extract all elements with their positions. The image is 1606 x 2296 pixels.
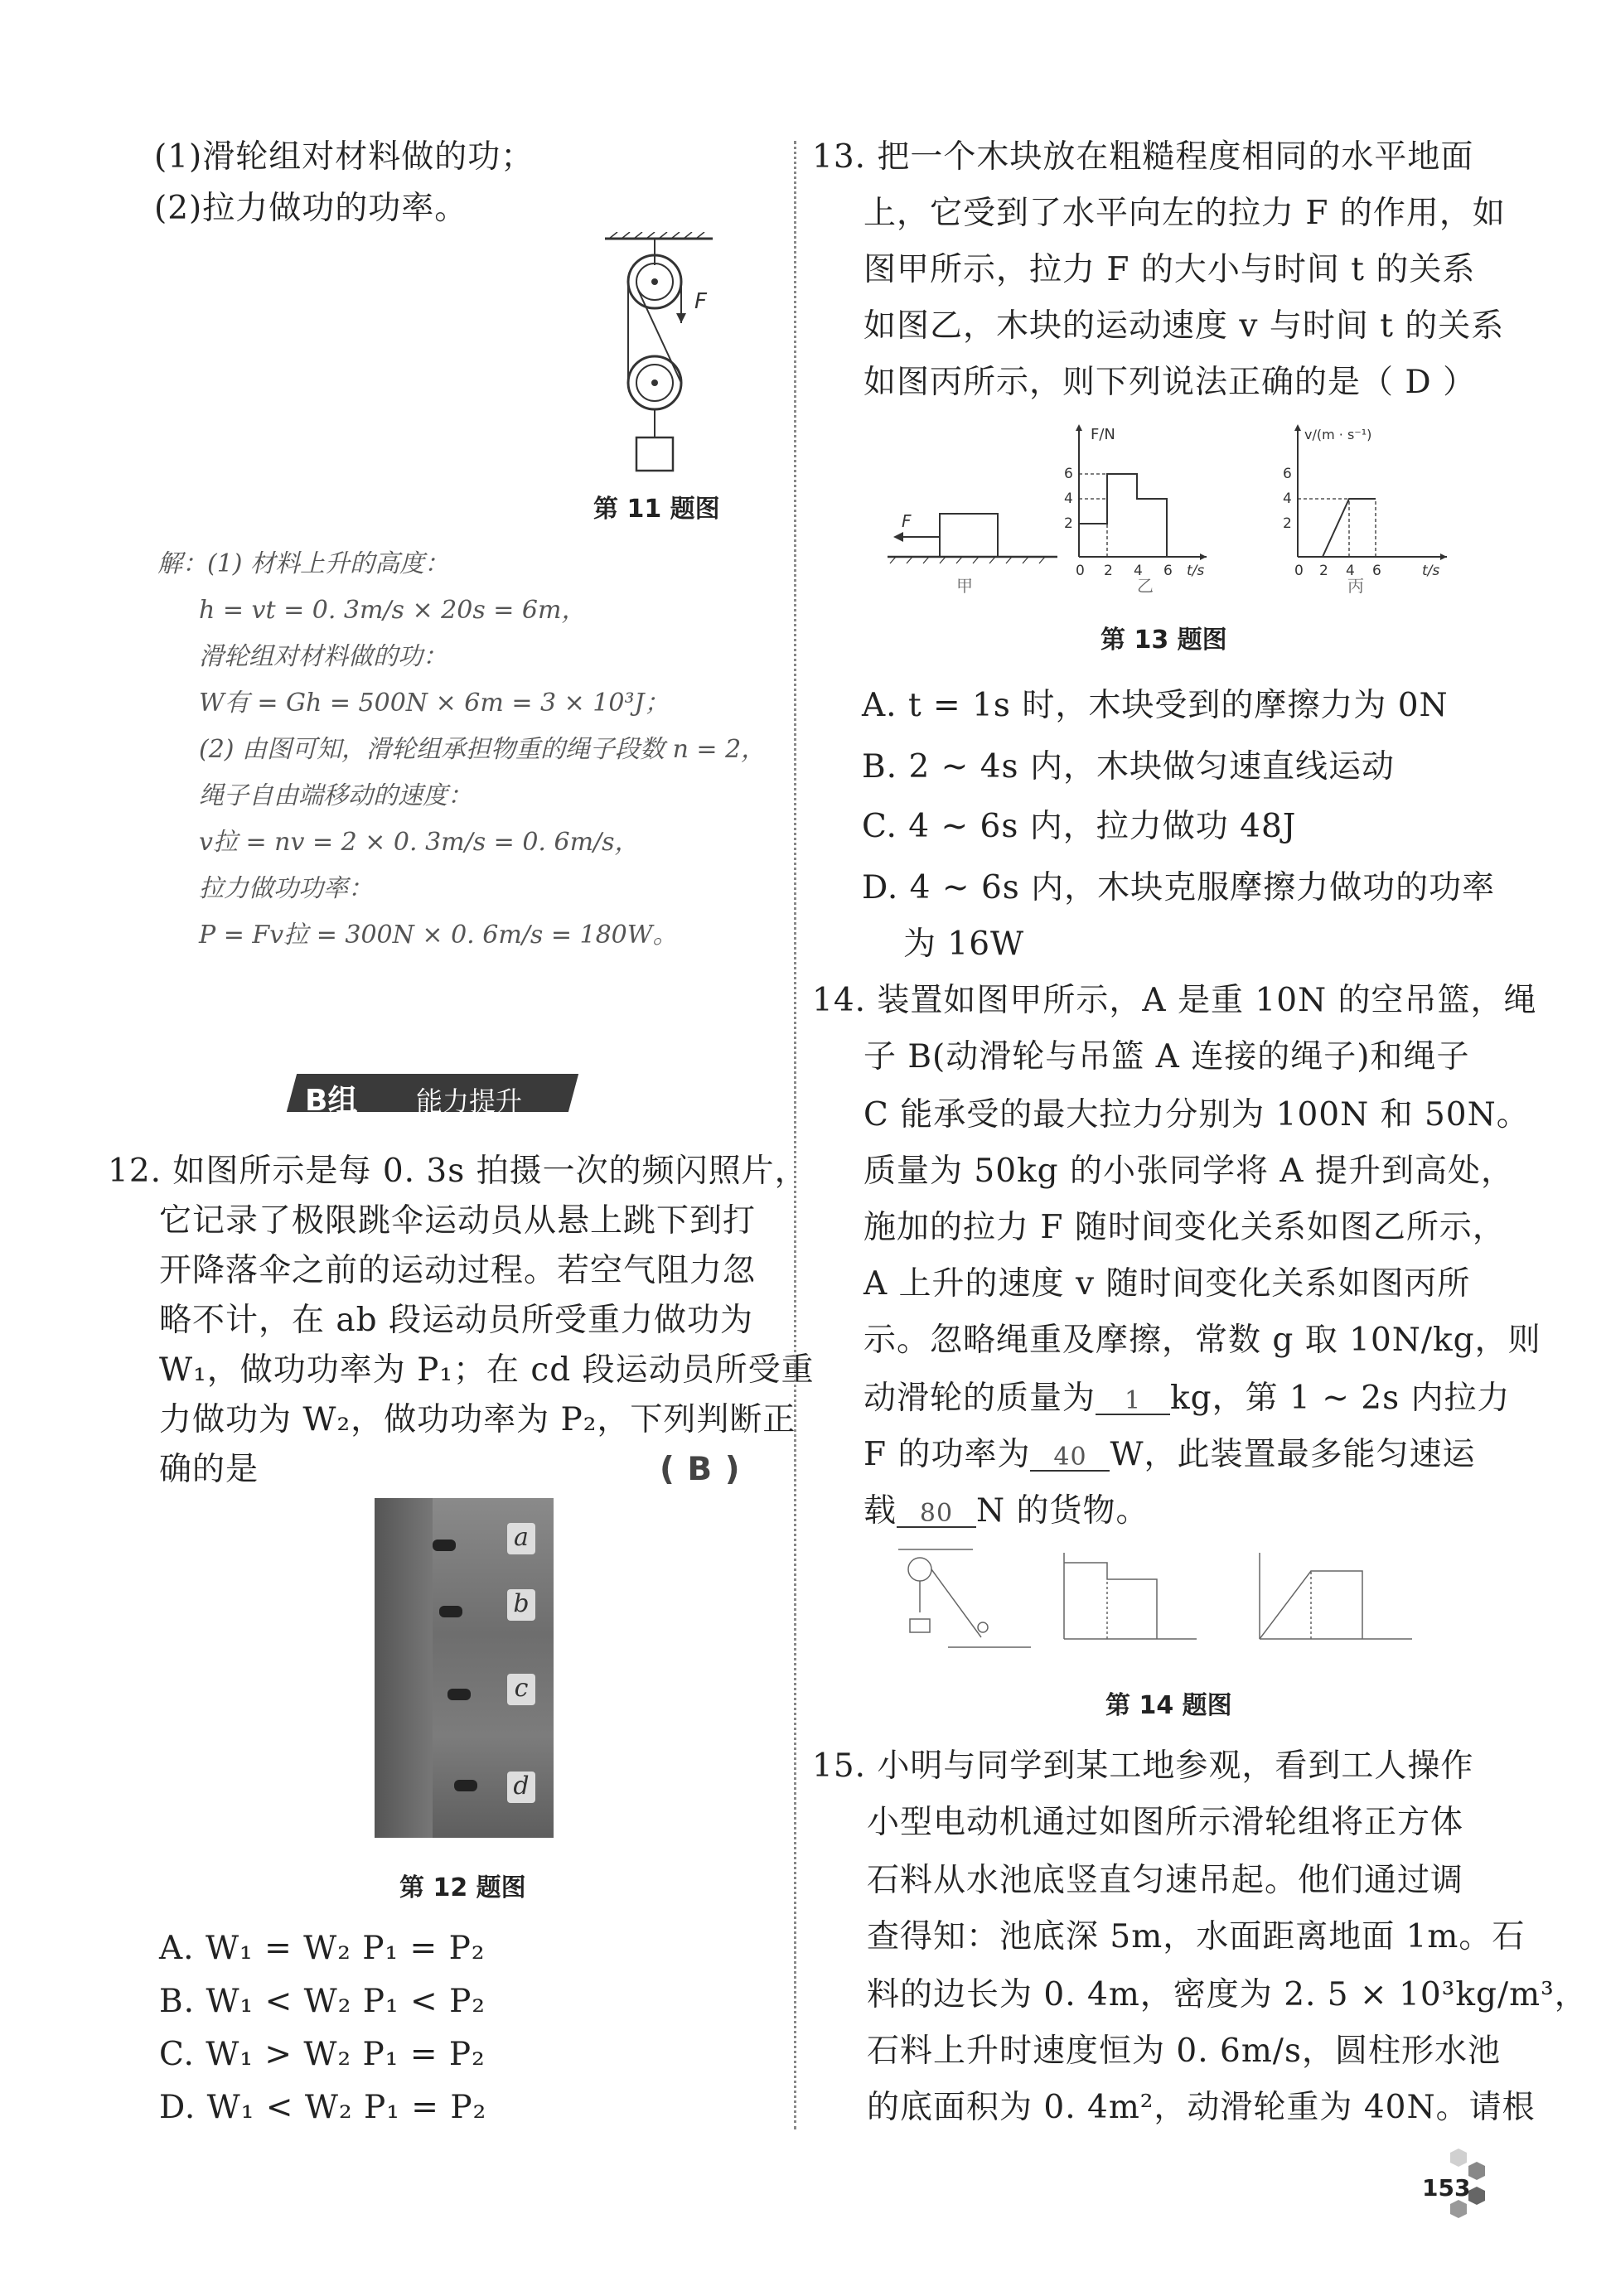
q13-option-d: D. 4 ~ 6s 内，木块克服摩擦力做功的功率 [862, 869, 1496, 906]
q15-line-4: 查得知：池底深 5m，水面距离地面 1m。石 [867, 1918, 1526, 1955]
q12-option-b: B. W₁ < W₂ P₁ < P₂ [159, 1983, 486, 2020]
solution-line-9: P = Fv拉 = 300N × 0. 6m/s = 180W。 [199, 921, 678, 950]
q14-blank-1: 1 [1096, 1389, 1170, 1415]
fig13-bing-xlabel: t/s [1422, 563, 1440, 579]
fig14-jia [898, 1549, 1031, 1647]
q14-blank-2: 40 [1030, 1445, 1110, 1472]
fig13-bing-ytick-6: 6 [1283, 466, 1292, 482]
q13-line-1: 13. 把一个木块放在粗糙程度相同的水平地面 [812, 138, 1474, 176]
fig13-caption: 第 13 题图 [1100, 626, 1227, 655]
q14-blank-3: 80 [897, 1501, 976, 1528]
fig13-yi-ytick-4: 4 [1064, 491, 1073, 507]
column-divider [794, 141, 796, 2129]
q13-option-c: C. 4 ~ 6s 内，拉力做功 48J [862, 808, 1297, 845]
fig13-jia-label: 甲 [956, 576, 973, 596]
q14-line-9-a: F 的功率为 [863, 1436, 1031, 1473]
q14-line-10-a: 载 [863, 1492, 897, 1530]
fig14-caption: 第 14 题图 [1105, 1691, 1232, 1720]
fig13-yi-xtick-6: 6 [1163, 563, 1173, 579]
q12-line-3: 开降落伞之前的运动过程。若空气阻力忽 [159, 1252, 757, 1289]
q15-line-2: 小型电动机通过如图所示滑轮组将正方体 [867, 1804, 1464, 1841]
solution-line-4: W有 = Gh = 500N × 6m = 3 × 10³J； [199, 689, 670, 718]
solution-line-8: 拉力做功功率： [199, 874, 373, 903]
fig13-bing-chart [1283, 424, 1447, 596]
fig13-yi-xtick-2: 2 [1104, 563, 1113, 579]
q14-line-6: A 上升的速度 v 随时间变化关系如图丙所 [863, 1265, 1471, 1303]
q12-line-1: 12. 如图所示是每 0. 3s 拍摄一次的频闪照片， [108, 1153, 808, 1190]
page-number: 153 [1422, 2174, 1471, 2202]
q11-part2: (2)拉力做功的功率。 [154, 190, 468, 227]
fig12-label-a: a [507, 1523, 535, 1554]
fig12-caption: 第 12 题图 [399, 1873, 526, 1902]
fig13-yi-ytick-2: 2 [1064, 515, 1073, 532]
fig13-bing-xtick-4: 4 [1346, 563, 1355, 579]
fig13-bing-xtick-0: 0 [1294, 563, 1304, 579]
fig13-bing-xtick-6: 6 [1372, 563, 1381, 579]
q14-line-3: C 能承受的最大拉力分别为 100N 和 50N。 [863, 1096, 1530, 1133]
q12-option-c: C. W₁ > W₂ P₁ = P₂ [159, 2036, 486, 2073]
q15-line-1: 15. 小明与同学到某工地参观，看到工人操作 [812, 1747, 1474, 1785]
solution-line-3: 滑轮组对材料做的功： [199, 642, 447, 671]
q13-line-5: 如图丙所示，则下列说法正确的是（ D ） [863, 364, 1477, 401]
q13-option-a: A. t = 1s 时，木块受到的摩擦力为 0N [862, 687, 1449, 724]
q12-option-a: A. W₁ = W₂ P₁ = P₂ [159, 1930, 486, 1967]
solution-line-7: v拉 = nv = 2 × 0. 3m/s = 0. 6m/s， [199, 828, 640, 857]
fig12-photo [375, 1498, 554, 1838]
fig13-yi-xtick-0: 0 [1076, 563, 1085, 579]
q11-part1: (1)滑轮组对材料做的功； [154, 138, 535, 176]
fig13-bing-xtick-2: 2 [1319, 563, 1328, 579]
q12-line-4: 略不计，在 ab 段运动员所受重力做功为 [159, 1302, 754, 1339]
section-b-tag: B组 [305, 1084, 358, 1118]
q12-line-7: 确的是 [159, 1451, 259, 1488]
fig13-yi-ytick-6: 6 [1064, 466, 1073, 482]
fig13-yi-ylabel: F/N [1091, 426, 1115, 443]
fig13-yi-xtick-4: 4 [1134, 563, 1143, 579]
section-b-title: 能力提升 [416, 1085, 523, 1117]
q14-line-8-a: 动滑轮的质量为 [863, 1380, 1096, 1417]
q14-line-9 [863, 1438, 1476, 1472]
q14-line-10 [863, 1492, 1149, 1530]
fig13-yi-chart [1064, 424, 1207, 596]
q15-line-5: 料的边长为 0. 4m，密度为 2. 5 × 10³kg/m³， [867, 1976, 1588, 2013]
q15-line-6: 石料上升时速度恒为 0. 6m/s，圆柱形水池 [867, 2033, 1501, 2070]
section-b-banner [292, 1069, 573, 1119]
q15-line-3: 石料从水池底竖直匀速吊起。他们通过调 [867, 1862, 1464, 1899]
q14-line-4: 质量为 50kg 的小张同学将 A 提升到高处， [863, 1153, 1514, 1190]
fig13-bing-label: 丙 [1347, 576, 1364, 596]
solution-line-6: 绳子自由端移动的速度： [199, 781, 472, 810]
fig13-jia [888, 511, 1057, 596]
fig11-force-label: F [694, 289, 707, 314]
q14-line-9-b: W，此装置最多能匀速运 [1110, 1436, 1476, 1473]
fig11-pulley-diagram [588, 232, 729, 481]
fig14-diagrams [898, 1546, 1445, 1662]
q13-option-b: B. 2 ~ 4s 内，木块做匀速直线运动 [862, 748, 1395, 785]
q12-line-2: 它记录了极限跳伞运动员从悬上跳下到打 [159, 1202, 757, 1240]
fig13-jia-force: F [902, 511, 912, 531]
fig12-label-c: c [507, 1674, 535, 1705]
q13-line-4: 如图乙，木块的运动速度 v 与时间 t 的关系 [863, 307, 1505, 345]
fig13-yi-label: 乙 [1137, 576, 1154, 596]
q14-line-1: 14. 装置如图甲所示，A 是重 10N 的空吊篮，绳 [812, 982, 1537, 1019]
fig12-label-d: d [507, 1772, 535, 1803]
q12-option-d: D. W₁ < W₂ P₁ = P₂ [159, 2089, 487, 2126]
q13-line-3: 图甲所示，拉力 F 的大小与时间 t 的关系 [863, 251, 1476, 288]
q12-line-5: W₁，做功功率为 P₁；在 cd 段运动员所受重 [159, 1351, 815, 1389]
q13-option-d-cont: 为 16W [903, 926, 1025, 963]
q14-line-8 [863, 1382, 1511, 1415]
solution-line-1: 解：(1) 材料上升的高度： [157, 549, 450, 578]
fig11-caption: 第 11 题图 [593, 495, 720, 524]
q14-line-10-b: N 的货物。 [976, 1492, 1149, 1530]
fig14-bing-chart [1260, 1553, 1412, 1639]
solution-line-2: h = vt = 0. 3m/s × 20s = 6m， [199, 596, 587, 625]
q14-line-7: 示。忽略绳重及摩擦，常数 g 取 10N/kg，则 [863, 1322, 1541, 1359]
q12-answer: ( B ) [660, 1451, 741, 1488]
solution-line-5: (2) 由图可知，滑轮组承担物重的绳子段数 n = 2， [199, 735, 767, 764]
fig13-bing-ytick-2: 2 [1283, 515, 1292, 532]
q15-line-7: 的底面积为 0. 4m²，动滑轮重为 40N。请根 [867, 2089, 1536, 2126]
fig13-bing-ytick-4: 4 [1283, 491, 1292, 507]
q14-line-8-b: kg，第 1 ~ 2s 内拉力 [1170, 1380, 1511, 1417]
fig13-bing-ylabel: v/(m · s⁻¹) [1304, 427, 1372, 442]
q13-line-2: 上，它受到了水平向左的拉力 F 的作用，如 [863, 195, 1506, 232]
q14-line-5: 施加的拉力 F 随时间变化关系如图乙所示， [863, 1209, 1506, 1246]
q14-line-2: 子 B(动滑轮与吊篮 A 连接的绳子)和绳子 [863, 1038, 1470, 1075]
fig13-diagrams [883, 421, 1463, 603]
q12-line-6: 力做功为 W₂，做功功率为 P₂，下列判断正 [159, 1401, 796, 1438]
fig14-yi-chart [1064, 1553, 1197, 1639]
fig13-yi-xlabel: t/s [1187, 563, 1205, 579]
fig12-label-b: b [507, 1589, 535, 1621]
